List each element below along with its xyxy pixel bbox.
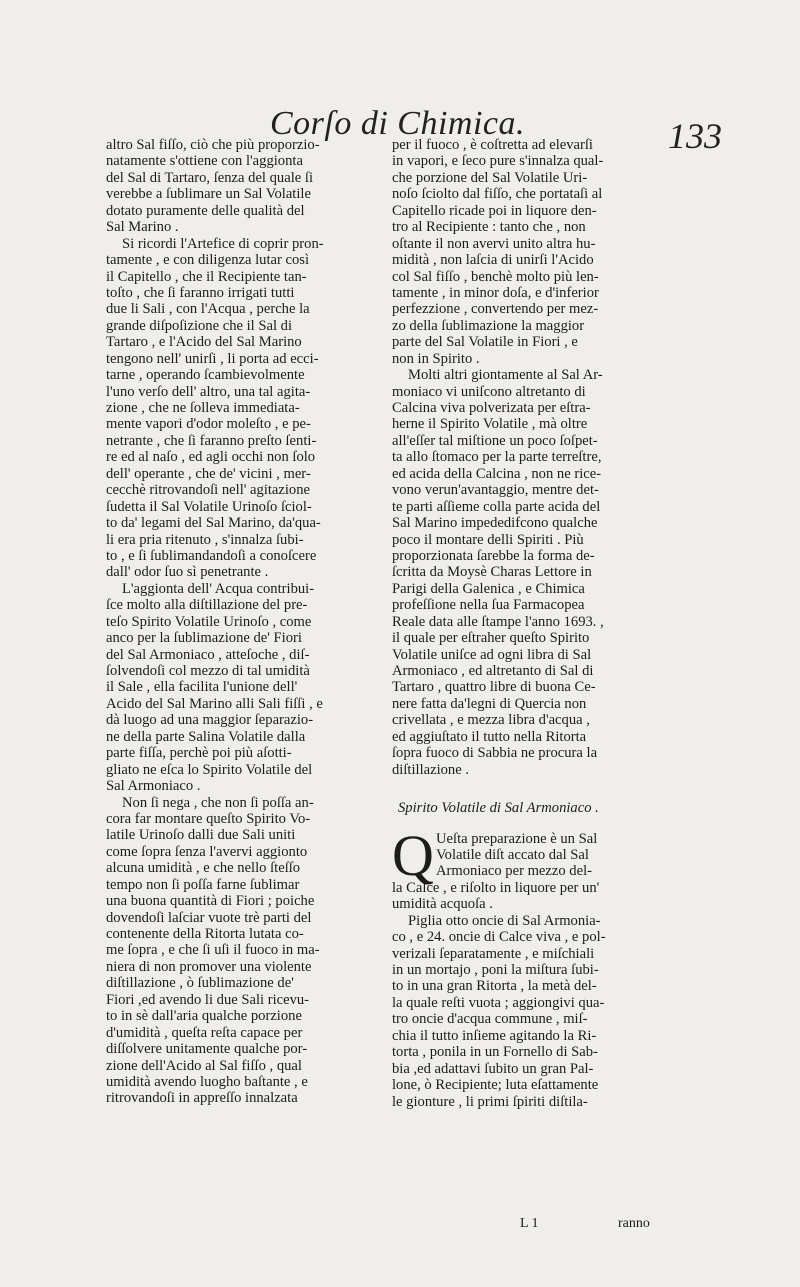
text-line: Non ſi nega , che non ſi poſſa an-	[122, 794, 314, 811]
right-column	[392, 137, 664, 1110]
text-line: natamente s'ottiene con l'aggionta	[106, 153, 303, 170]
text-line: altro Sal fiſſo, ciò che più proporzio-	[106, 137, 320, 153]
page-footer	[0, 1216, 800, 1236]
text-line: tempo non ſi poſſa farne ſublimar	[106, 876, 300, 893]
drop-cap-line: Volatile diſt accato dal Sal	[436, 846, 589, 863]
text-line: Fiori ,ed avendo li due Sali ricevu-	[106, 991, 310, 1008]
text-line: re ed al naſo , ed agli occhi non ſolo	[106, 449, 316, 466]
text-line: Sal Marino .	[106, 219, 179, 236]
text-line: torta , ponila in un Fornello di Sab-	[392, 1044, 598, 1061]
text-line: ta allo ſtomaco per la parte terreſtre,	[392, 449, 602, 466]
text-line: chia il tutto inſieme agitando la Ri-	[392, 1027, 597, 1044]
text-line: zione , che ne ſolleva immediata-	[106, 400, 300, 416]
text-line: L'aggionta dell' Acqua contribui-	[122, 580, 315, 597]
text-line: Calcina viva polverizata per eſtra-	[392, 400, 591, 416]
text-line: Sal Armoniaco .	[106, 778, 201, 795]
text-line: alcuna umidità , e che nello ſteſſo	[106, 860, 301, 877]
text-line: Sal Marino impededifcono qualche	[392, 515, 598, 532]
text-line: perfezzione , convertendo per mez-	[392, 301, 599, 318]
right-column-bottom-text	[392, 880, 664, 1110]
catchword: ranno	[618, 1216, 650, 1231]
text-line: netrante , che ſi faranno preſto ſenti-	[106, 432, 317, 449]
text-line: moniaco vi uniſcono altretanto di	[392, 383, 586, 400]
text-line: te parti aſſieme colla parte acida del	[392, 498, 601, 515]
text-line: Capitello ricade poi in liquore den-	[392, 202, 597, 219]
text-line: tengono nell' unirſi , li porta ad ecci-	[106, 350, 319, 367]
text-line: zo della ſublimazione la maggior	[392, 317, 585, 334]
text-line: midità , non laſcia di unirſi l'Acido	[392, 252, 594, 269]
text-line: le gionture , li primi ſpiriti diſtila-	[392, 1093, 588, 1110]
text-line: Si ricordi l'Artefice di coprir pron-	[122, 235, 324, 252]
text-line: to in una gran Ritorta , la metà del-	[392, 978, 597, 995]
text-line: dall' odor ſuo sì penetrante .	[106, 564, 269, 581]
text-line: zione dell'Acido al Sal fiſſo , qual	[106, 1057, 302, 1074]
text-line: umidità avendo luogho baſtante , e	[106, 1073, 308, 1090]
text-line: teſo Spirito Volatile Urinoſo , come	[106, 613, 312, 630]
text-line: verizali ſeparatamente , e miſchiali	[392, 945, 595, 962]
text-line: ed aggiuſtato il tutto nella Ritorta	[392, 728, 587, 745]
text-line: Armoniaco , ed altretanto di Sal di	[392, 663, 594, 679]
text-line: tamente , e con diligenza lutar così	[106, 252, 310, 269]
text-line: nere fatta da'legni di Quercia non	[392, 695, 587, 712]
text-line: tro oncie d'acqua commune , miſ-	[392, 1011, 588, 1028]
drop-cap-line: Ueſta preparazione è un Sal	[436, 830, 598, 847]
text-line: una buona quantità di Fiori ; poiche	[106, 893, 315, 910]
text-line: grande diſpoſizione che il Sal di	[106, 317, 293, 334]
text-line: tro al Recipiente : tanto che , non	[392, 219, 586, 236]
text-line: all'eſſer tal miſtione un poco ſoſpet-	[392, 432, 598, 449]
text-line: il Capitello , che il Recipiente tan-	[106, 268, 307, 285]
text-line: d'umidità , queſta reſta capace per	[106, 1024, 303, 1041]
text-line: che porzione del Sal Volatile Uri-	[392, 169, 588, 186]
text-line: crivellata , e mezza libra d'acqua ,	[392, 712, 590, 729]
text-line: Molti altri giontamente al Sal Ar-	[408, 367, 603, 384]
drop-cap-line: Armoniaco per mezzo del-	[436, 863, 592, 880]
text-line: Acido del Sal Marino alli Sali fiſſi , e	[106, 695, 323, 712]
text-line: ſolvendoſi col mezzo di tal umidità	[106, 663, 310, 679]
text-line: to in sè dall'aria qualche porzione	[106, 1008, 302, 1025]
text-line: ed acida della Calcina , non ne rice-	[392, 465, 602, 482]
left-column	[106, 137, 376, 1107]
text-line: lone, ò Recipiente; luta eſattamente	[392, 1077, 599, 1094]
text-line: non in Spirito .	[392, 350, 480, 367]
text-line: vono verun'avantaggio, mentre det-	[392, 482, 599, 499]
text-line: tarne , operando ſcambievolmente	[106, 367, 305, 384]
text-line: herne il Spirito Volatile , mà oltre	[392, 416, 588, 433]
text-line: dotato puramente delle qualità del	[106, 202, 305, 219]
text-line: diſſolvere unitamente qualche por-	[106, 1041, 308, 1058]
page-number: 133	[668, 116, 722, 156]
text-line: ritrovandoſi in appreſſo innalzata	[106, 1090, 298, 1107]
text-line: Reale data alle ſtampe l'anno 1693. ,	[392, 613, 604, 630]
text-line: il Sale , ella facilita l'unione dell'	[106, 679, 298, 696]
text-line: diſtillazione .	[392, 761, 470, 778]
text-line: dell' operante , che de' vicini , mer-	[106, 465, 311, 482]
text-line: Volatile uniſce ad ogni libra di Sal	[392, 646, 592, 663]
text-line: dà luogo ad una maggior ſeparazio-	[106, 712, 314, 729]
right-column-top-text	[392, 137, 664, 778]
text-line: bia ,ed adattavi ſubito un gran Pal-	[392, 1060, 594, 1077]
text-line: Tartaro , quattro libre di buona Ce-	[392, 679, 596, 696]
text-line: la quale reſti vuota ; aggiongivi qua-	[392, 994, 605, 1011]
text-line: due li Sali , con l'Acqua , perche la	[106, 301, 310, 318]
text-line: l'uno verſo dell' altro, una tal agita-	[106, 383, 311, 400]
text-line: contenente della Ritorta lutata co-	[106, 926, 304, 942]
text-line: niera di non promover una violente	[106, 958, 312, 975]
text-line: proporzionata ſarebbe la forma de-	[392, 547, 595, 564]
text-line: la Calce , e riſolto in liquore per un'	[392, 879, 600, 896]
text-line: li era pria ritenuto , s'innalza ſubi-	[106, 531, 304, 548]
text-line: to da' legami del Sal Marino, da'qua-	[106, 515, 321, 532]
text-line: in vapori, e ſeco pure s'innalza qual-	[392, 153, 604, 170]
text-line: noſo ſciolto dal fiſſo, che portataſi al	[392, 186, 603, 203]
text-line: parte fiſſa, perchè poi più aſotti-	[106, 745, 292, 762]
text-line: ſopra fuoco di Sabbia ne procura la	[392, 745, 598, 762]
text-line: gliato ne eſca lo Spirito Volatile del	[106, 761, 313, 778]
text-line: cecchè ritrovandoſi nell' agitazione	[106, 482, 311, 499]
text-line: toſto , che ſi faranno irrigati tutti	[106, 284, 295, 301]
running-title: Corſo di Chimica.	[270, 105, 526, 142]
text-line: oſtante il non avervi unito altra hu-	[392, 235, 596, 252]
text-line: anco per la ſublimazione de' Fiori	[106, 630, 302, 647]
text-line: in un mortajo , poni la miſtura ſubi-	[392, 962, 599, 979]
text-line: poco il montare delli Spiriti . Più	[392, 531, 584, 548]
text-line: co , e 24. oncie di Calce viva , e pol-	[392, 929, 606, 946]
text-line: Tartaro , e l'Acido del Sal Marino	[106, 334, 302, 351]
text-line: to , e ſi ſublimandandoſi a conoſcere	[106, 547, 317, 564]
drop-cap-letter: Q	[392, 822, 434, 888]
text-line: parte del Sal Volatile in Fiori , e	[392, 334, 578, 351]
text-line: del Sal Armoniaco , atteſoche , diſ-	[106, 646, 310, 663]
text-line: del Sal di Tartaro, ſenza del quale ſi	[106, 169, 313, 186]
text-line: Piglia otto oncie di Sal Armonia-	[408, 912, 601, 929]
text-line: mente vapori d'odor moleſto , e pe-	[106, 416, 311, 433]
text-line: me ſopra , e che ſi uſi il fuoco in ma-	[106, 942, 320, 959]
text-line: dovendoſi laſciar vuote trè parti del	[106, 909, 312, 926]
signature-mark: L 1	[520, 1216, 539, 1231]
text-line: col Sal fiſſo , benchè molto più len-	[392, 268, 599, 285]
text-line: verebbe a ſublimare un Sal Volatile	[106, 186, 311, 203]
text-line: diſtillazione , ò ſublimazione de'	[106, 975, 294, 992]
text-line: ne della parte Salina Volatile dalla	[106, 728, 306, 745]
text-line: ſcritta da Moysè Charas Lettore in	[392, 564, 592, 581]
text-line: cora far montare queſto Spirito Vo-	[106, 810, 311, 827]
text-line: come ſopra ſenza l'avervi aggionto	[106, 843, 308, 860]
section-title: Spirito Volatile di Sal Armoniaco .	[398, 800, 599, 817]
text-line: il quale per eſtraher queſto Spirito	[392, 630, 590, 647]
text-line: per il fuoco , è coſtretta ad elevarſi	[392, 137, 593, 153]
text-line: ſudetta il Sal Volatile Urinoſo ſciol-	[106, 498, 312, 515]
text-line: profeſſione nella ſua Farmacopea	[392, 597, 585, 614]
text-line: tamente , in minor doſa, e d'inferior	[392, 284, 599, 301]
text-line: umidità acquoſa .	[392, 896, 493, 913]
text-line: ſce molto alla diſtillazione del pre-	[106, 597, 308, 614]
text-line: Parigi della Galenica , e Chimica	[392, 580, 585, 597]
text-line: latile Urinoſo dalli due Sali uniti	[106, 827, 296, 844]
